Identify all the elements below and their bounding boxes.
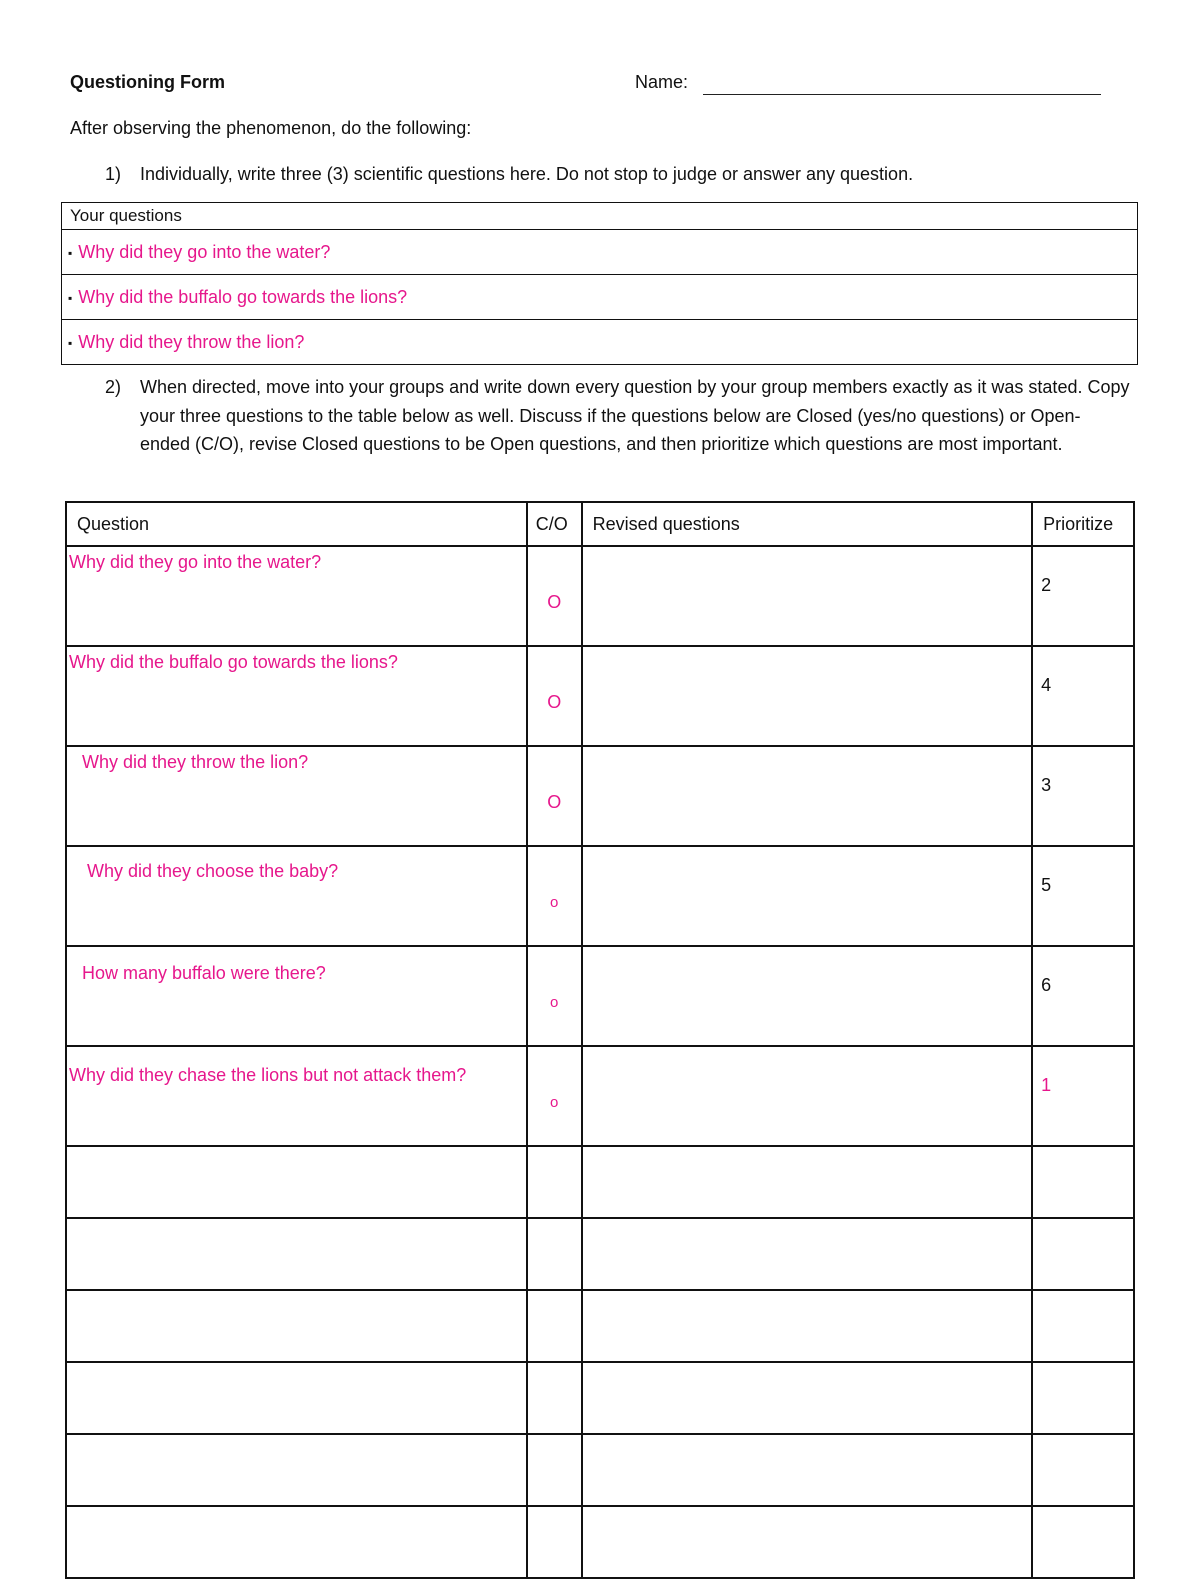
co-cell[interactable]: O [527,646,582,746]
header-prioritize: Prioritize [1032,502,1134,546]
question-cell[interactable] [66,1290,527,1362]
revised-cell[interactable] [582,646,1032,746]
bullet-icon: ▪ [68,335,73,350]
table-row [66,1146,1134,1218]
priority-cell[interactable] [1032,1434,1134,1506]
step-2-number: 2) [105,377,122,397]
header-co: C/O [527,502,582,546]
table-row [66,546,1134,646]
table-header-row [66,502,1134,546]
co-cell[interactable]: o [527,1046,582,1146]
revised-cell[interactable] [582,1290,1032,1362]
revised-cell[interactable] [582,546,1032,646]
your-question-row[interactable] [62,230,1138,275]
co-cell[interactable] [527,1434,582,1506]
revised-cell[interactable] [582,1146,1032,1218]
revised-cell[interactable] [582,746,1032,846]
question-cell[interactable] [66,1434,527,1506]
header-revised: Revised questions [582,502,1032,546]
your-question-text: Why did they go into the water? [78,241,331,262]
priority-cell[interactable] [1032,1146,1134,1218]
co-cell[interactable] [527,1218,582,1290]
co-cell[interactable] [527,1146,582,1218]
bullet-icon: ▪ [68,245,73,260]
priority-cell[interactable]: 1 [1032,1046,1134,1146]
step-2-text: When directed, move into your groups and write down every question by your group members exactly as it was stated. Copy your three questions to the table below as well. Discuss if the questions below are Closed (yes/no questions) or Open-ended (C/O), revise Closed questions to be Open questions, and then prioritize which questions are most important. [140,377,1130,454]
table-row [66,1290,1134,1362]
revised-cell[interactable] [582,1434,1032,1506]
co-cell[interactable]: o [527,846,582,946]
table-row [66,646,1134,746]
co-cell[interactable]: o [527,946,582,1046]
bullet-icon: ▪ [68,290,73,305]
priority-cell[interactable]: 6 [1032,946,1134,1046]
priority-cell[interactable]: 4 [1032,646,1134,746]
co-cell[interactable] [527,1506,582,1578]
revised-cell[interactable] [582,1218,1032,1290]
your-questions-header: Your questions [62,203,1138,230]
priority-cell[interactable]: 5 [1032,846,1134,946]
co-cell[interactable] [527,1362,582,1434]
question-cell[interactable] [66,1218,527,1290]
name-label: Name: [635,72,689,92]
revised-cell[interactable] [582,1362,1032,1434]
priority-cell[interactable] [1032,1506,1134,1578]
question-cell[interactable]: Why did they go into the water? [66,546,527,646]
question-cell[interactable] [66,1362,527,1434]
revised-cell[interactable] [582,1046,1032,1146]
your-question-row[interactable] [62,275,1138,320]
your-question-row[interactable] [62,320,1138,365]
your-question-text: Why did they throw the lion? [78,331,305,352]
question-cell[interactable]: Why did they throw the lion? [66,746,527,846]
step-1-text: Individually, write three (3) scientific questions here. Do not stop to judge or answer any question. [140,164,914,184]
question-cell[interactable] [66,1146,527,1218]
co-cell[interactable]: O [527,546,582,646]
revised-cell[interactable] [582,1506,1032,1578]
question-cell[interactable]: How many buffalo were there? [66,946,527,1046]
priority-cell[interactable] [1032,1290,1134,1362]
table-row [66,746,1134,846]
group-questions-table [65,501,1135,1579]
table-row [66,1506,1134,1578]
header-question: Question [66,502,527,546]
priority-cell[interactable]: 3 [1032,746,1134,846]
table-row [66,1218,1134,1290]
table-row [66,1362,1134,1434]
revised-cell[interactable] [582,946,1032,1046]
question-cell[interactable]: Why did the buffalo go towards the lions? [66,646,527,746]
table-row [66,1046,1134,1146]
your-question-text: Why did the buffalo go towards the lions? [78,286,408,307]
name-field-line[interactable] [703,94,1101,95]
intro-instruction: After observing the phenomenon, do the following: [70,118,472,138]
priority-cell[interactable] [1032,1218,1134,1290]
question-cell[interactable] [66,1506,527,1578]
priority-cell[interactable] [1032,1362,1134,1434]
table-row [66,846,1134,946]
co-cell[interactable] [527,1290,582,1362]
revised-cell[interactable] [582,846,1032,946]
form-title: Questioning Form [70,72,225,92]
step-1-number: 1) [105,164,122,184]
co-cell[interactable]: O [527,746,582,846]
table-row [66,1434,1134,1506]
question-cell[interactable]: Why did they chase the lions but not attack them? [66,1046,527,1146]
table-row [66,946,1134,1046]
question-cell[interactable]: Why did they choose the baby? [66,846,527,946]
priority-cell[interactable]: 2 [1032,546,1134,646]
your-questions-table [61,202,1138,365]
